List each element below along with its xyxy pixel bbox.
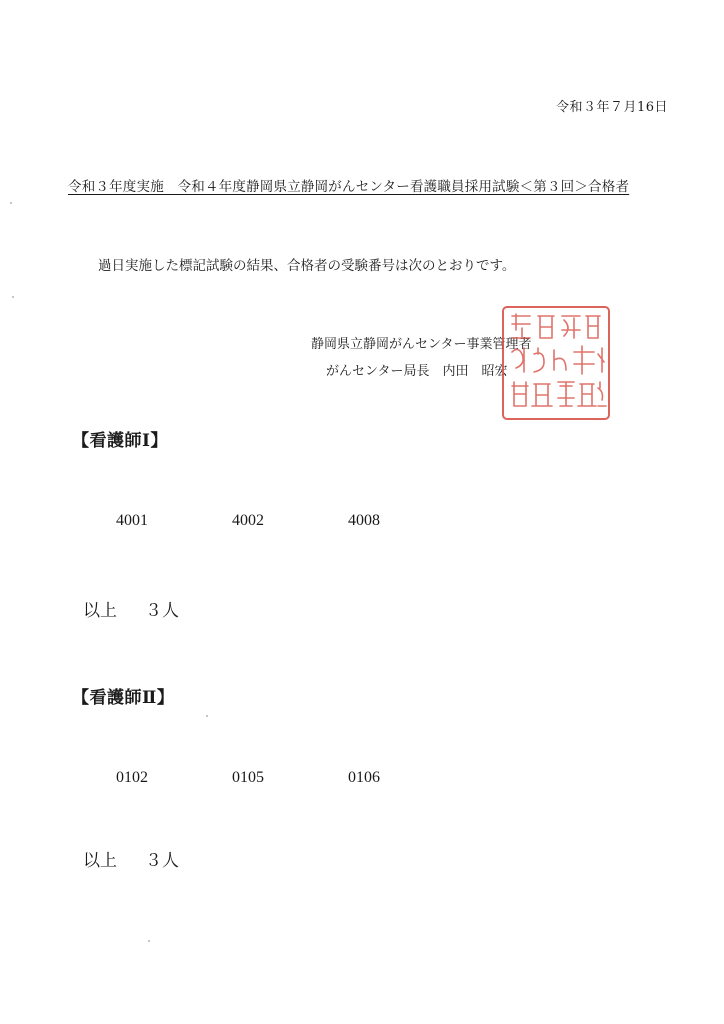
scan-speck (206, 715, 208, 717)
total-count-value: ３人 (145, 601, 179, 621)
total-count-nurse-1 (83, 596, 179, 621)
section-heading-nurse-2: 【看護師Ⅱ】 (72, 688, 175, 708)
issuer-organization: 静岡県立静岡がんセンター事業管理者 (311, 337, 532, 352)
issuer-name: 内田 昭宏 (442, 364, 508, 379)
issuer-signature (326, 360, 508, 379)
official-seal-stamp (502, 306, 610, 420)
exam-number: 4008 (348, 512, 380, 529)
scan-speck (12, 296, 14, 298)
scan-speck (10, 202, 12, 204)
document-title: 令和３年度実施 令和４年度静岡県立静岡がんセンター看護職員採用試験＜第３回＞合格者 (68, 179, 630, 195)
intro-text: 過日実施した標記試験の結果、合格者の受験番号は次のとおりです。 (98, 258, 516, 274)
total-count-value: ３人 (145, 851, 179, 871)
total-count-nurse-2 (83, 846, 179, 871)
section-heading-nurse-1: 【看護師Ⅰ】 (72, 431, 168, 451)
total-label: 以上 (83, 601, 117, 621)
exam-number: 4001 (116, 512, 148, 529)
document-date: 令和３年７月16日 (555, 100, 668, 115)
exam-number: 0102 (116, 769, 148, 786)
exam-number: 4002 (232, 512, 264, 529)
exam-number: 0106 (348, 769, 380, 786)
issuer-title: がんセンター局長 (326, 364, 430, 379)
exam-number: 0105 (232, 769, 264, 786)
scan-speck (148, 940, 150, 942)
total-label: 以上 (83, 851, 117, 871)
